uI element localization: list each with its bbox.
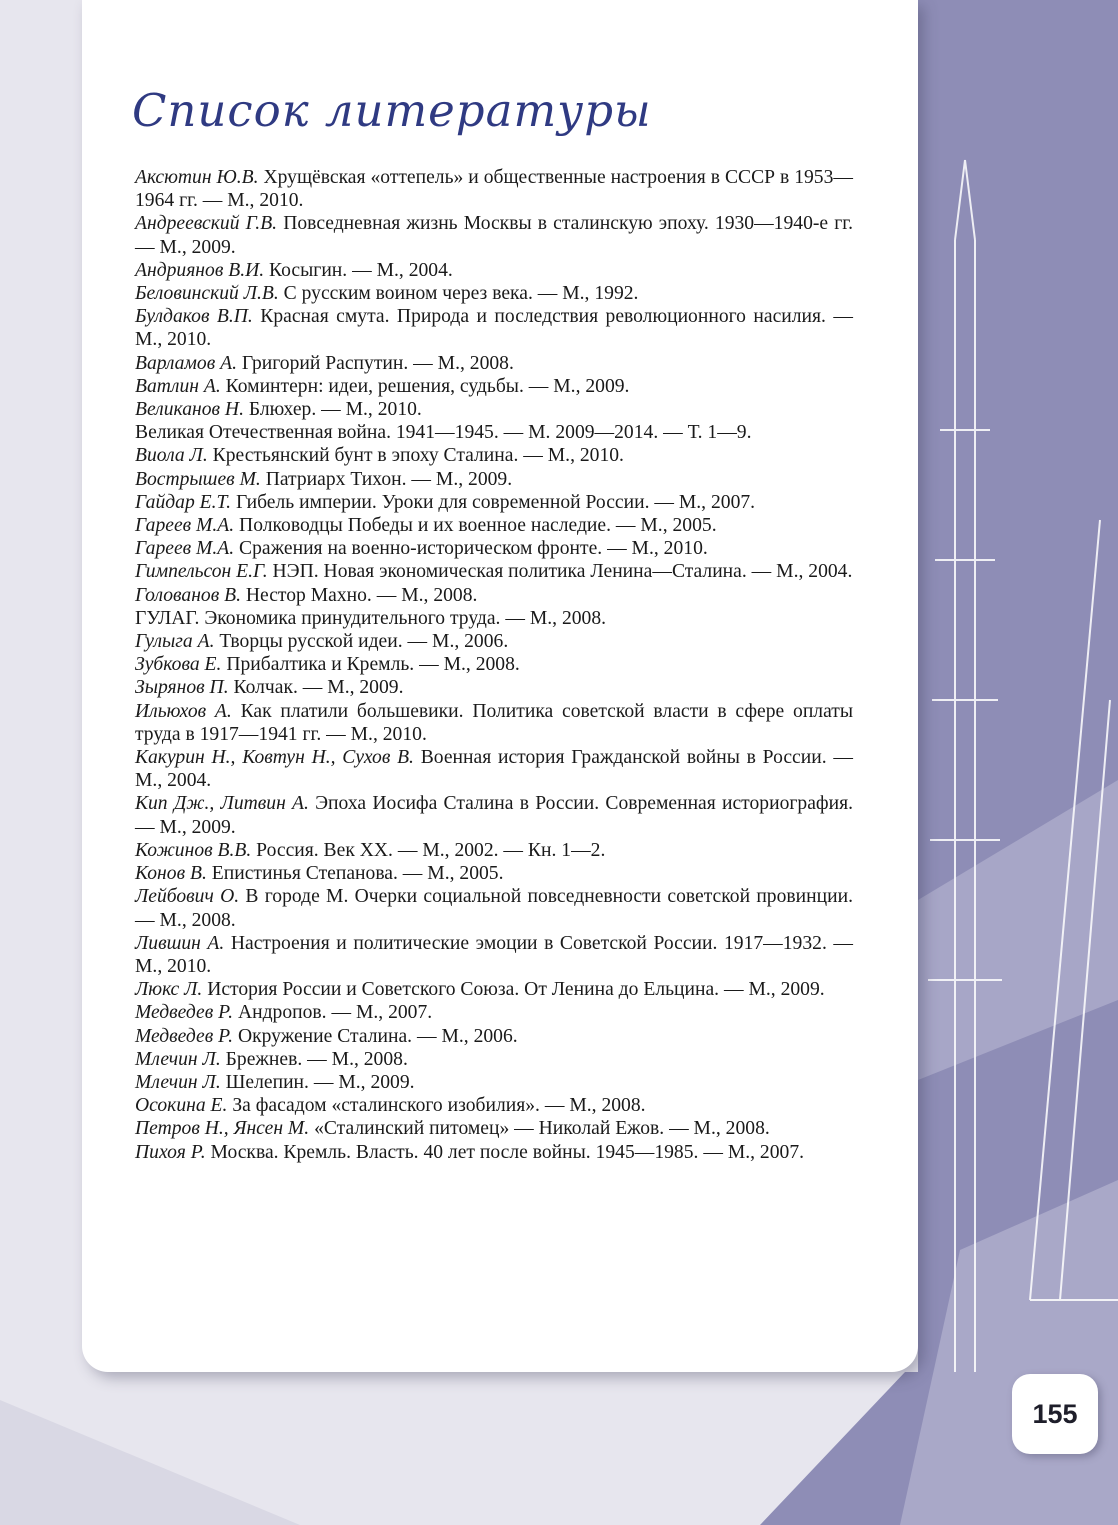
entry-text: С русским воином через века. — М., 1992. bbox=[283, 283, 639, 305]
entry-text: Эпоха Иосифа Сталина в России. Современная историография. — М., 2009. bbox=[135, 793, 853, 838]
entry-author: Беловинский Л.В. bbox=[135, 283, 279, 305]
entry-text: Нестор Махно. — М., 2008. bbox=[245, 584, 478, 606]
bibliography-entry bbox=[135, 1094, 853, 1117]
bibliography-entry bbox=[135, 259, 853, 282]
entry-author: Голованов В. bbox=[135, 584, 241, 606]
entry-text: Патриарх Тихон. — М., 2009. bbox=[265, 468, 513, 490]
entry-author: Виола Л. bbox=[135, 445, 208, 467]
bibliography-entry bbox=[135, 514, 853, 537]
entry-author: Ватлин А. bbox=[135, 375, 221, 397]
entry-author: Ильюхов А. bbox=[135, 700, 232, 722]
entry-author: Андреевский Г.В. bbox=[135, 213, 278, 235]
page-number-badge: 155 bbox=[1012, 1374, 1098, 1454]
bibliography-entry bbox=[135, 653, 853, 676]
bibliography-entry bbox=[135, 352, 853, 375]
entry-author: Великанов Н. bbox=[135, 399, 244, 421]
bibliography-entry bbox=[135, 932, 853, 978]
bibliography-entry bbox=[135, 1071, 853, 1094]
entry-text: Блюхер. — М., 2010. bbox=[248, 399, 422, 421]
entry-author: Гулыга А. bbox=[135, 631, 215, 653]
bibliography-entry bbox=[135, 862, 853, 885]
entry-text: В городе М. Очерки социальной повседневности советской провинции. — М., 2008. bbox=[135, 886, 853, 931]
bibliography-entry bbox=[135, 1048, 853, 1071]
entry-text: Как платили большевики. Политика советской власти в сфере оплаты труда в 1917—1941 гг. — М., 2010. bbox=[135, 700, 853, 745]
bibliography-entry bbox=[135, 700, 853, 746]
entry-author: Вострышев М. bbox=[135, 468, 261, 490]
entry-author: Лившин А. bbox=[135, 932, 225, 954]
bibliography-entry bbox=[135, 560, 853, 583]
entry-text: Настроения и политические эмоции в Советской России. 1917—1932. — М., 2010. bbox=[135, 932, 853, 977]
entry-author: Какурин Н., Ковтун Н., Сухов В. bbox=[135, 747, 414, 769]
entry-text: Коминтерн: идеи, решения, судьбы. — М., 2009. bbox=[225, 375, 630, 397]
entry-author: Гимпельсон Е.Г. bbox=[135, 561, 268, 583]
entry-author: Гайдар Е.Т. bbox=[135, 491, 232, 513]
entry-text: История России и Советского Союза. От Ленина до Ельцина. — М., 2009. bbox=[207, 979, 825, 1001]
entry-text: НЭП. Новая экономическая политика Ленина—Сталина. — М., 2004. bbox=[272, 561, 853, 583]
entry-text: Военная история Гражданской войны в России. — М., 2004. bbox=[135, 747, 853, 792]
entry-author: Зырянов П. bbox=[135, 677, 229, 699]
entry-text: Шелепин. — М., 2009. bbox=[225, 1071, 415, 1093]
entry-text: Великая Отечественная война. 1941—1945. — М. 2009—2014. — Т. 1—9. bbox=[135, 422, 752, 444]
bibliography-entry bbox=[135, 630, 853, 653]
entry-author: Пихоя Р. bbox=[135, 1141, 206, 1163]
entry-author: Медведев Р. bbox=[135, 1002, 234, 1024]
bibliography-entry bbox=[135, 537, 853, 560]
bibliography-entry bbox=[135, 166, 853, 212]
entry-author: Млечин Л. bbox=[135, 1071, 221, 1093]
bibliography-entry bbox=[135, 1001, 853, 1024]
entry-text: Россия. Век XX. — М., 2002. — Кн. 1—2. bbox=[256, 839, 606, 861]
entry-author: Андриянов В.И. bbox=[135, 259, 265, 281]
entry-text: Хрущёвская «оттепель» и общественные настроения в СССР в 1953—1964 гг. — М., 2010. bbox=[135, 167, 853, 212]
bibliography-entry bbox=[135, 421, 853, 444]
entry-text: Колчак. — М., 2009. bbox=[233, 677, 404, 699]
entry-text: За фасадом «сталинского изобилия». — М., 2008. bbox=[232, 1095, 646, 1117]
bibliography-entry bbox=[135, 1117, 853, 1140]
entry-author: Кожинов В.В. bbox=[135, 839, 252, 861]
entry-author: Млечин Л. bbox=[135, 1048, 221, 1070]
entry-author: Гареев М.А. bbox=[135, 515, 235, 537]
bibliography-list bbox=[135, 166, 853, 1164]
entry-text: Москва. Кремль. Власть. 40 лет после войны. 1945—1985. — М., 2007. bbox=[210, 1141, 805, 1163]
entry-author: Осокина Е. bbox=[135, 1095, 228, 1117]
bibliography-entry bbox=[135, 444, 853, 467]
page-title: Список литературы bbox=[132, 84, 652, 137]
entry-text: Гибель империи. Уроки для современной России. — М., 2007. bbox=[236, 491, 756, 513]
bibliography-entry bbox=[135, 746, 853, 792]
entry-text: «Сталинский питомец» — Николай Ежов. — М., 2008. bbox=[314, 1118, 770, 1140]
bibliography-entry bbox=[135, 282, 853, 305]
entry-author: Гареев М.А. bbox=[135, 538, 235, 560]
entry-author: Булдаков В.П. bbox=[135, 306, 253, 328]
entry-author: Зубкова Е. bbox=[135, 654, 222, 676]
entry-text: Окружение Сталина. — М., 2006. bbox=[237, 1025, 518, 1047]
bibliography-entry bbox=[135, 305, 853, 351]
bibliography-entry bbox=[135, 375, 853, 398]
entry-text: Творцы русской идеи. — М., 2006. bbox=[219, 631, 509, 653]
entry-text: Прибалтика и Кремль. — М., 2008. bbox=[226, 654, 520, 676]
bibliography-entry bbox=[135, 839, 853, 862]
entry-author: Конов В. bbox=[135, 863, 207, 885]
entry-text: Епистинья Степанова. — М., 2005. bbox=[211, 863, 504, 885]
entry-text: Полководцы Победы и их военное наследие. — М., 2005. bbox=[239, 515, 717, 537]
entry-text: Сражения на военно-историческом фронте. — М., 2010. bbox=[239, 538, 708, 560]
bibliography-entry bbox=[135, 885, 853, 931]
bibliography-entry bbox=[135, 491, 853, 514]
bibliography-entry bbox=[135, 676, 853, 699]
bibliography-entry bbox=[135, 212, 853, 258]
entry-author: Люкс Л. bbox=[135, 979, 203, 1001]
bibliography-entry bbox=[135, 607, 853, 630]
entry-text: Григорий Распутин. — М., 2008. bbox=[241, 352, 514, 374]
bibliography-entry bbox=[135, 1141, 853, 1164]
entry-text: ГУЛАГ. Экономика принудительного труда. — М., 2008. bbox=[135, 607, 607, 629]
entry-text: Крестьянский бунт в эпоху Сталина. — М., 2010. bbox=[212, 445, 624, 467]
entry-text: Косыгин. — М., 2004. bbox=[269, 259, 453, 281]
entry-author: Кип Дж., Литвин А. bbox=[135, 793, 309, 815]
entry-author: Варламов А. bbox=[135, 352, 237, 374]
entry-author: Аксютин Ю.В. bbox=[135, 167, 259, 188]
entry-text: Брежнев. — М., 2008. bbox=[225, 1048, 408, 1070]
entry-text: Повседневная жизнь Москвы в сталинскую эпоху. 1930—1940-е гг. — М., 2009. bbox=[135, 213, 853, 258]
bibliography-entry bbox=[135, 978, 853, 1001]
entry-author: Лейбович О. bbox=[135, 886, 240, 908]
bibliography-entry bbox=[135, 584, 853, 607]
entry-text: Красная смута. Природа и последствия революционного насилия. — М., 2010. bbox=[135, 306, 853, 351]
bibliography-entry bbox=[135, 468, 853, 491]
entry-author: Медведев Р. bbox=[135, 1025, 234, 1047]
entry-text: Андропов. — М., 2007. bbox=[237, 1002, 433, 1024]
bibliography-entry bbox=[135, 792, 853, 838]
entry-author: Петров Н., Янсен М. bbox=[135, 1118, 310, 1140]
bibliography-entry bbox=[135, 398, 853, 421]
bibliography-entry bbox=[135, 1025, 853, 1048]
